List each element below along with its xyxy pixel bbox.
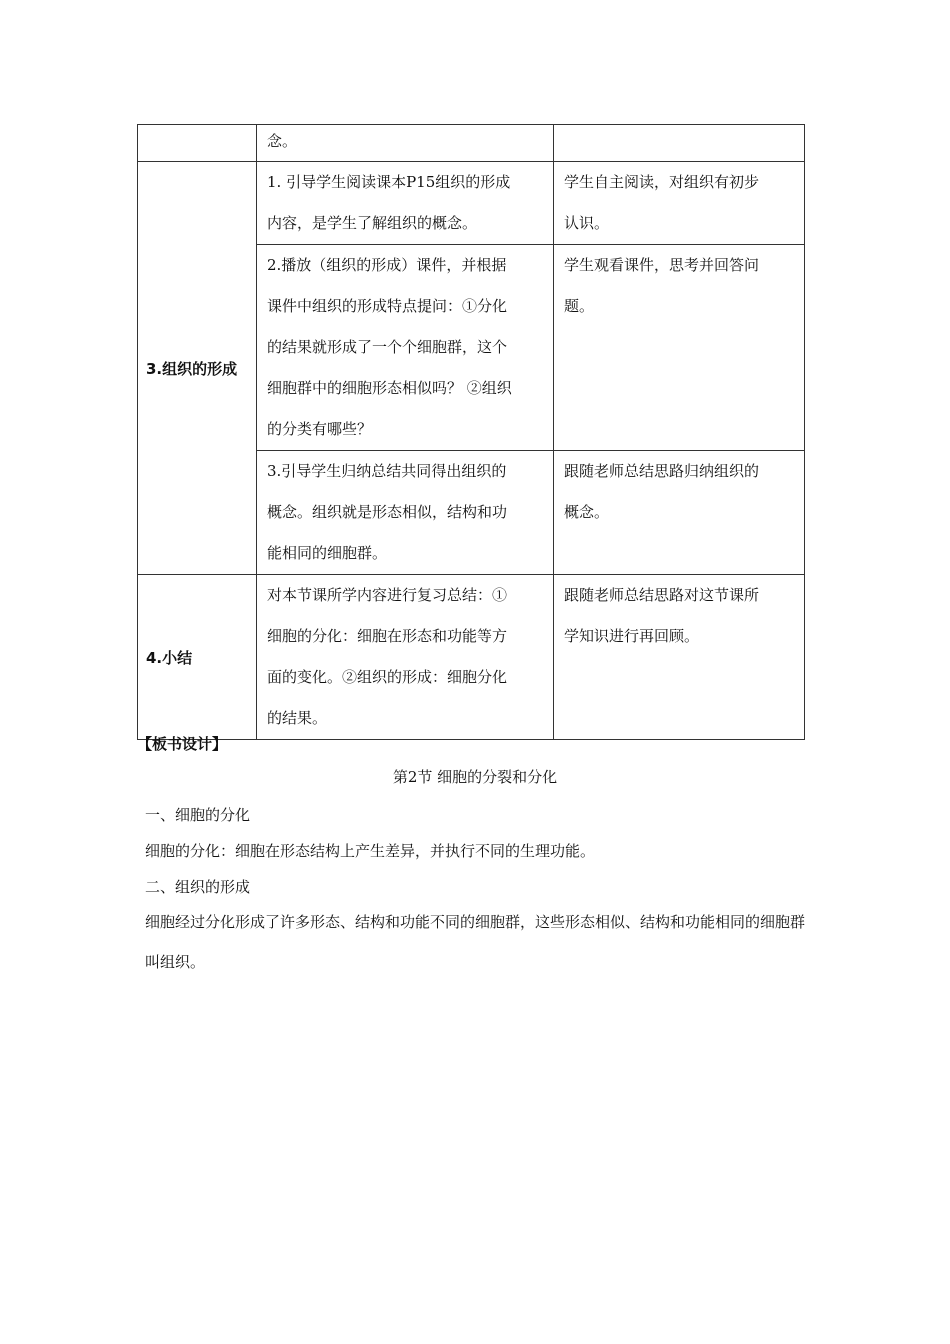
- teacher-text: 对本节课所学内容进行复习总结：① 细胞的分化：细胞在形态和功能等方 面的变化。②组织的形成：细胞分化 的结果。: [267, 586, 508, 727]
- student-cell: [554, 125, 805, 162]
- student-text: 跟随老师总结思路对这节课所 学知识进行再回顾。: [564, 586, 760, 645]
- lesson-table: [137, 124, 805, 740]
- section-2-text: 细胞经过分化形成了许多形态、结构和功能不同的细胞群，这些形态相似、结构和功能相同的细胞群叫组织。: [145, 913, 806, 971]
- student-cell: [554, 451, 805, 575]
- phase-label: 3.组织的形成: [146, 359, 238, 378]
- teacher-cell: [257, 245, 554, 451]
- student-cell: [554, 162, 805, 245]
- section-title: 第2节 细胞的分裂和分化: [392, 768, 558, 786]
- student-text: 学生观看课件，思考并回答问 题。: [564, 256, 760, 315]
- phase-label: 4.小结: [146, 648, 193, 667]
- phase-cell: [138, 575, 257, 740]
- student-cell: [554, 245, 805, 451]
- teacher-cell: [257, 451, 554, 575]
- teacher-text: 3.引导学生归纳总结共同得出组织的 概念。组织就是形态相似，结构和功 能相同的细胞群。: [267, 462, 508, 562]
- phase-cell: [138, 162, 257, 575]
- teacher-cell: [257, 575, 554, 740]
- teacher-text: 念。: [267, 132, 298, 150]
- table-row: [138, 125, 805, 162]
- section-1-text: 细胞的分化：细胞在形态结构上产生差异，并执行不同的生理功能。: [145, 842, 596, 860]
- table-row: [138, 162, 805, 245]
- section-2-title: 二、组织的形成: [145, 878, 251, 896]
- teacher-text: 2.播放（组织的形成）课件，并根据 课件中组织的形成特点提问：①分化 的结果就形成了一个个细胞群，这个 细胞群中的细胞形态相似吗？ ②组织 的分类有哪些？: [267, 256, 512, 438]
- teacher-text: 1. 引导学生阅读课本P15组织的形成 内容，是学生了解组织的概念。: [267, 173, 511, 232]
- section-1-title: 一、细胞的分化: [145, 806, 251, 824]
- phase-cell: [138, 125, 257, 162]
- teacher-cell: [257, 162, 554, 245]
- board-design-heading: 【板书设计】: [137, 735, 228, 753]
- table-row: [138, 575, 805, 740]
- student-text: 学生自主阅读，对组织有初步 认识。: [564, 173, 760, 232]
- student-text: 跟随老师总结思路归纳组织的 概念。: [564, 462, 760, 521]
- student-cell: [554, 575, 805, 740]
- teacher-cell: [257, 125, 554, 162]
